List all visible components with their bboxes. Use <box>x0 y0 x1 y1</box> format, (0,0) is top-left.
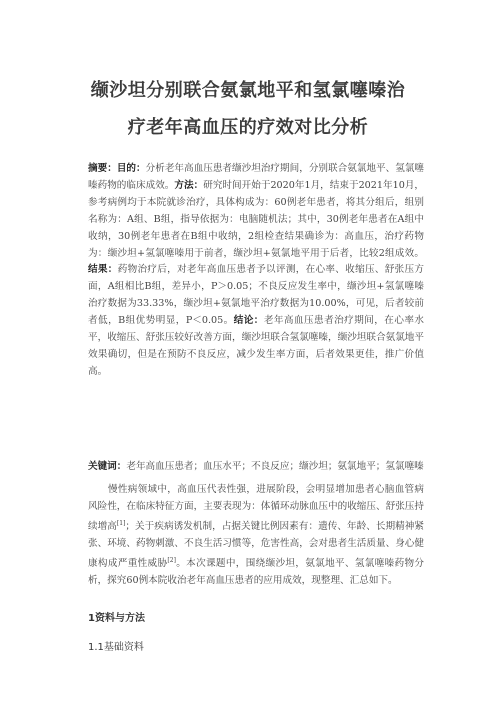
paper-title-line-1: 缬沙坦分别联合氨氯地平和氢氯噻嗪治 <box>90 80 406 101</box>
keywords-text: 老年高血压患者；血压水平；不良反应；缬沙坦；氨氯地平；氢氯噻嗪 <box>126 461 424 472</box>
objective-label: 目的： <box>116 163 146 174</box>
method-label: 方法： <box>174 179 204 191</box>
result-text: 药物治疗后，对老年高血压患者予以评测，在心率、收缩压、舒张压方面，A组相比B组，差异小，P＞0.05；不良反应发生率中，缬沙坦+氢氯噻嗪治疗数据为33.33%，缬沙坦+氨氯地平治疗数据为10.00%，可见，后者较前者低，B组优势明显，P＜0.05。 <box>88 264 425 327</box>
abstract <box>88 161 424 381</box>
conclusion-text: 老年高血压患者治疗期间，在心率水平，收缩压、舒张压较好改善方面，缬沙坦联合氢氯噻嗪，缬沙坦联合氨氯地平效果确切，但是在预防不良反应，减少发生率方面，后者效果更佳，推广价值高。 <box>88 315 425 377</box>
conclusion-label: 结论： <box>233 315 264 327</box>
intro-paragraph <box>88 482 424 590</box>
section-heading-1-1: 1.1基础资料 <box>88 642 144 653</box>
objective-text: 分析老年高血压患者缬沙坦治疗期间，分别联合氨氯地平、氢氯噻嗪药物的临床成效。 <box>88 163 425 191</box>
intro-text-1: 慢性病领域中，高血压代表性强，进展阶段，会明显增加患者心脑血管病风险性，在临床特征方面，主要表现为：体循环动脉血压中的收缩压、舒张压持续增高 <box>88 484 424 532</box>
result-label: 结果： <box>88 264 118 276</box>
intro-text-2: ；关于疾病诱发机制，占据关键比例因素有：遗传、年龄、长期精神紧张、环境、药物刺激、不良生活习惯等，危害性高，会对患者生活质量、身心健康构成严重性威胁 <box>88 521 425 569</box>
citation-2: [2] <box>167 556 176 564</box>
section-heading-1: 1资料与方法 <box>88 613 145 624</box>
method-text: 研究时间开始于2020年1月，结束于2021年10月，参考病例均于本院就诊治疗，具体构成为：60例老年患者，将其分组后，组别名称为：A组、B组，指导依据为：电脑随机法；其中，30例老年患者在A组中收纳，30例老年患者在B组中收纳，2组检查结果确诊为：高血压，治疗药物为：缬沙坦+氢氯噻嗪用于前者，缬沙坦+氨氯地平用于后者，比较2组成效。 <box>88 179 425 259</box>
intro-text-3: 。本次课题中，围绕缬沙坦，氨氯地平、氢氯噻嗪药物分析，探究60例本院收治老年高血压患者的应用成效，现整理、汇总如下。 <box>88 558 425 586</box>
paper-title-line-2: 疗老年高血压的疗效对比分析 <box>127 117 369 138</box>
abstract-label: 摘要： <box>88 163 117 174</box>
keywords <box>88 459 424 476</box>
citation-1: [1] <box>116 519 126 527</box>
keywords-label: 关键词： <box>88 461 127 472</box>
